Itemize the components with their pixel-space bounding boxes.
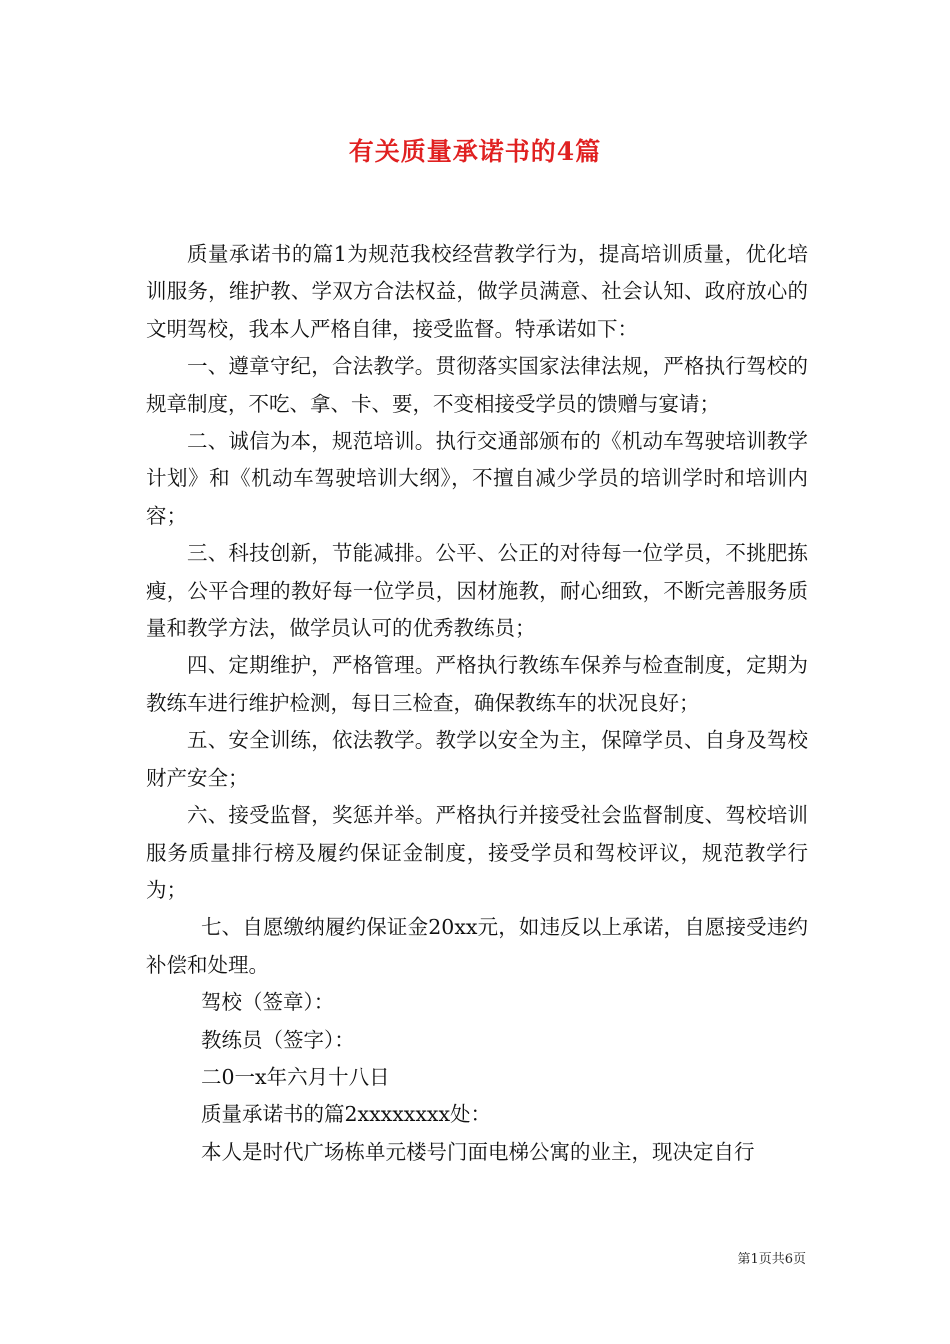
signature-school: 驾校（签章）：: [201, 990, 335, 1015]
paragraph-item-1: 一、遵章守纪，合法教学。贯彻落实国家法律法规，严格执行驾校的规章制度，不吃、拿、卡、要，不变相接受学员的馈赠与宴请；: [146, 354, 808, 416]
document-title: 有关质量承诺书的4篇: [348, 137, 602, 166]
paragraph-item-4: 四、定期维护，严格管理。严格执行教练车保养与检查制度，定期为教练车进行维护检测，每日三检查，确保教练车的状况良好；: [146, 653, 808, 715]
paragraph-item-7: 七、自愿缴纳履约保证金20xx元，如违反以上承诺，自愿接受违约补偿和处理。: [146, 915, 808, 977]
section-2-text: 本人是时代广场栋单元楼号门面电梯公寓的业主，现决定自行: [201, 1139, 755, 1164]
section-2-heading: 质量承诺书的篇2xxxxxxxx处：: [201, 1102, 492, 1127]
paragraph-item-6: 六、接受监督，奖惩并举。严格执行并接受社会监督制度、驾校培训服务质量排行榜及履约保证金制度，接受学员和驾校评议，规范教学行为；: [146, 803, 808, 902]
page-number: 第1页共6页: [737, 1252, 806, 1267]
signature-date: 二0一x年六月十八日: [201, 1064, 390, 1089]
paragraph-item-5: 五、安全训练，依法教学。教学以安全为主，保障学员、自身及驾校财产安全；: [146, 728, 808, 790]
signature-coach: 教练员（签字）：: [201, 1027, 355, 1052]
paragraph-intro: 质量承诺书的篇1为规范我校经营教学行为，提高培训质量，优化培训服务，维护教、学双方合法权益，做学员满意、社会认知、政府放心的文明驾校，我本人严格自律，接受监督。特承诺如下：: [146, 242, 808, 341]
paragraph-item-2: 二、诚信为本，规范培训。执行交通部颁布的《机动车驾驶培训教学计划》和《机动车驾驶培训大纲》，不擅自减少学员的培训学时和培训内容；: [146, 429, 808, 528]
paragraph-item-3: 三、科技创新，节能减排。公平、公正的对待每一位学员，不挑肥拣瘦，公平合理的教好每一位学员，因材施教，耐心细致，不断完善服务质量和教学方法，做学员认可的优秀教练员；: [146, 541, 808, 641]
document-body: [146, 236, 808, 1171]
